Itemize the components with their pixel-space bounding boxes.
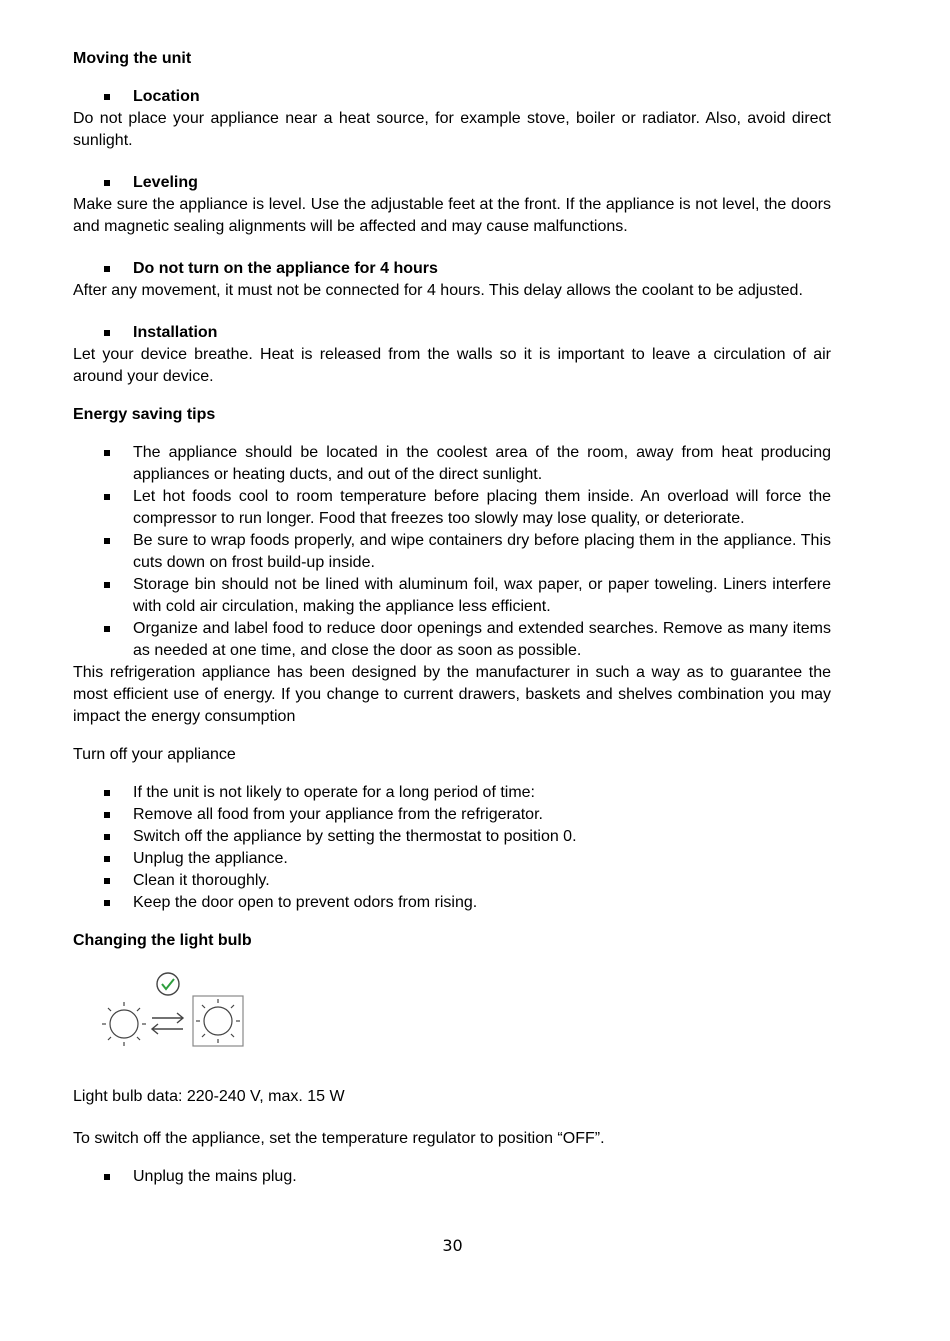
- leveling-paragraph: Make sure the appliance is level. Use the adjustable feet at the front. If the appliance is not level, the doors and magnetic sealing alignments will be affected and may cause malfunctions.: [73, 196, 831, 235]
- location-paragraph: Do not place your appliance near a heat source, for example stove, boiler or radiator. Also, avoid direct sunlight.: [73, 110, 831, 149]
- subheading-wait-4-hours: Do not turn on the appliance for 4 hours: [73, 258, 831, 280]
- list-item: Unplug the appliance.: [73, 848, 831, 870]
- subheading-installation: Installation: [73, 322, 831, 344]
- list-item: Switch off the appliance by setting the thermostat to position 0.: [73, 826, 831, 848]
- list-item: Clean it thoroughly.: [73, 870, 831, 892]
- old-bulb-icon: [102, 1002, 146, 1046]
- check-icon: [157, 973, 179, 995]
- list-item: Unplug the mains plug.: [73, 1166, 831, 1188]
- list-item: Remove all food from your appliance from the refrigerator.: [73, 804, 831, 826]
- new-bulb-icon: [193, 996, 243, 1046]
- wait-paragraph: After any movement, it must not be connected for 4 hours. This delay allows the coolant to be adjusted.: [73, 282, 803, 299]
- list-item: Let hot foods cool to room temperature before placing them inside. An overload will force the compressor to run longer. Food that freezes too slowly may lose quality, or deteriorate.: [73, 486, 831, 530]
- bulb-replacement-illustration: [97, 968, 831, 1066]
- subheading-leveling: Leveling: [73, 172, 831, 194]
- document-page: [73, 48, 831, 1188]
- list-item: Be sure to wrap foods properly, and wipe containers dry before placing them in the appliance. This cuts down on frost build-up inside.: [73, 530, 831, 574]
- list-item: Keep the door open to prevent odors from rising.: [73, 892, 831, 914]
- list-item: If the unit is not likely to operate for a long period of time:: [73, 782, 831, 804]
- switch-off-paragraph: To switch off the appliance, set the temperature regulator to position “OFF”.: [73, 1130, 605, 1147]
- energy-closing-paragraph: This refrigeration appliance has been designed by the manufacturer in such a way as to guarantee the most efficient use of energy. If you change to current drawers, baskets and shelves combination you may impact the energy consumption: [73, 664, 831, 725]
- list-item: The appliance should be located in the coolest area of the room, away from heat producing appliances or heating ducts, and out of the direct sunlight.: [73, 442, 831, 486]
- heading-changing-light-bulb: Changing the light bulb: [73, 932, 252, 949]
- list-item: Storage bin should not be lined with aluminum foil, wax paper, or paper toweling. Liners interfere with cold air circulation, making the appliance less efficient.: [73, 574, 831, 618]
- light-bulb-data: Light bulb data: 220-240 V, max. 15 W: [73, 1088, 345, 1105]
- heading-turn-off: Turn off your appliance: [73, 746, 236, 763]
- page-number: 30: [442, 1236, 463, 1255]
- swap-arrows-icon: [152, 1013, 183, 1034]
- heading-moving-the-unit: Moving the unit: [73, 50, 192, 67]
- bulb-swap-icon: [97, 968, 257, 1066]
- subheading-location: Location: [73, 86, 831, 108]
- installation-paragraph: Let your device breathe. Heat is released from the walls so it is important to leave a circulation of air around your device.: [73, 346, 831, 385]
- heading-energy-saving-tips: Energy saving tips: [73, 406, 216, 423]
- list-item: Organize and label food to reduce door openings and extended searches. Remove as many items as needed at one time, and close the door as soon as possible.: [73, 618, 831, 662]
